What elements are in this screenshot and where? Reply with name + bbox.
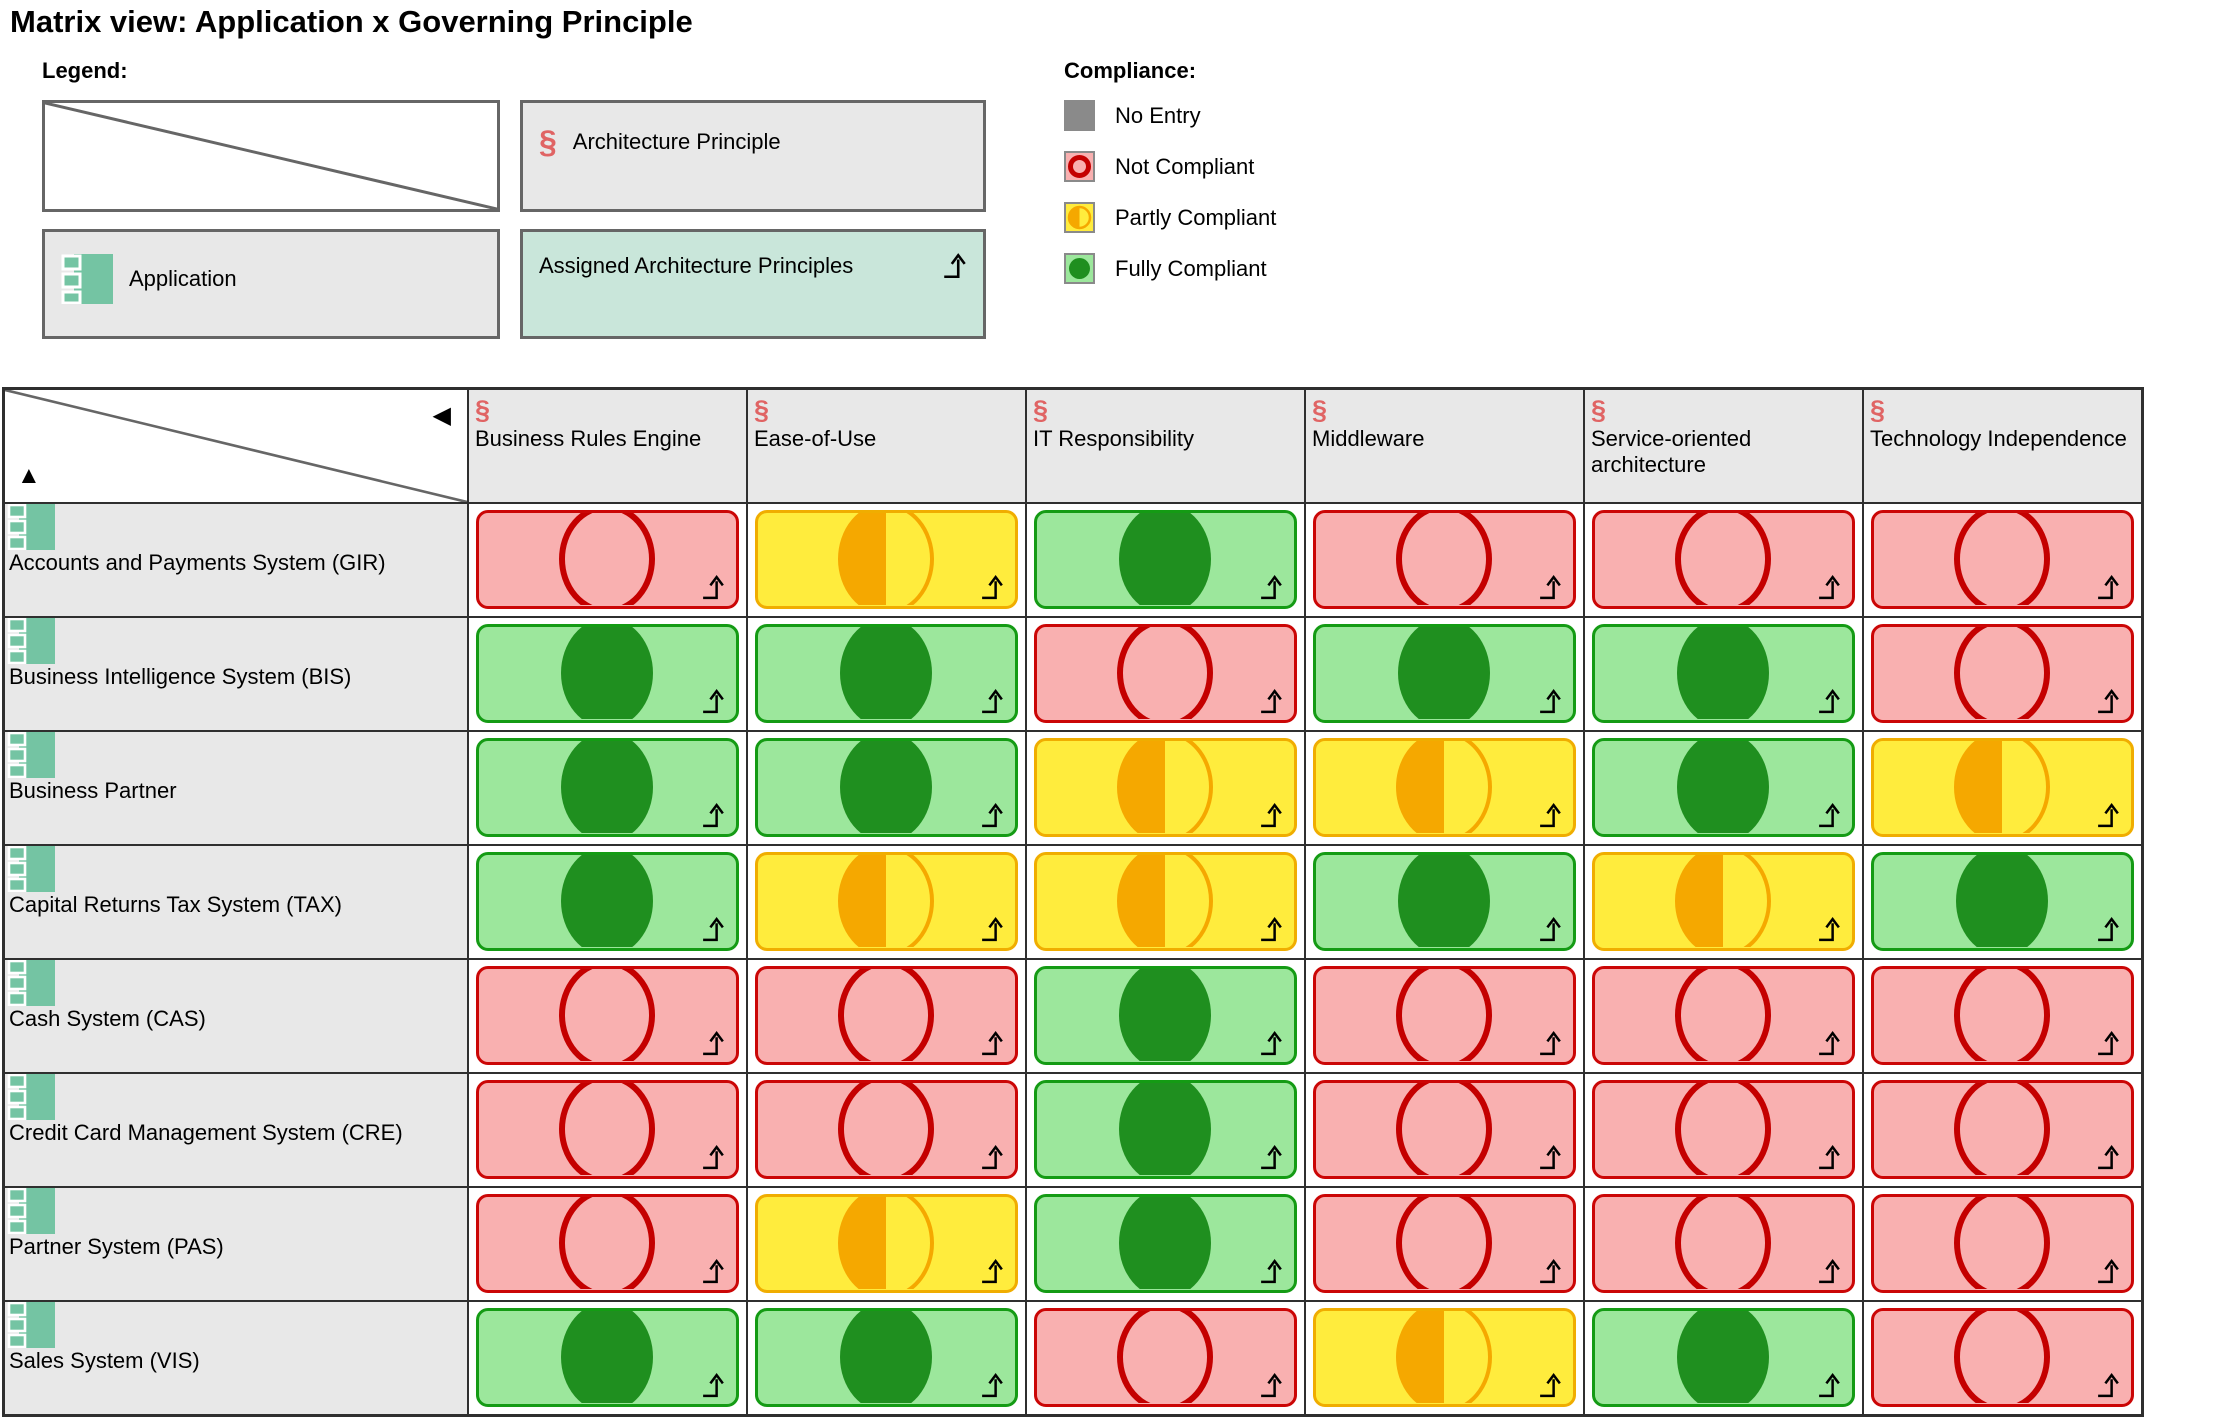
- paragraph-icon: §: [539, 124, 557, 160]
- compliance-legend-item-partly-compliant: [1064, 202, 1276, 233]
- not-compliant-icon: [1595, 1197, 1852, 1289]
- open-link-icon[interactable]: [979, 1372, 1006, 1399]
- open-link-icon[interactable]: [1816, 802, 1843, 829]
- matrix-cell-accounts-and-payments-system-gir--technology-independence: [1864, 504, 2141, 616]
- legend-label: Legend:: [42, 58, 128, 83]
- not-compliant-icon: [479, 1197, 736, 1289]
- open-link-icon[interactable]: [700, 1258, 727, 1285]
- not-compliant-icon: [1874, 1197, 2131, 1289]
- compliance-chip-partly[interactable]: [1592, 852, 1855, 951]
- matrix-cell-partner-system-pas--technology-independence: [1864, 1188, 2141, 1300]
- matrix-cell-business-partner--service-oriented-architecture: [1585, 732, 1862, 844]
- row-label-cash-system-cas[interactable]: [5, 960, 467, 1072]
- open-link-icon[interactable]: [1258, 802, 1285, 829]
- compliance-chip-not[interactable]: [1313, 966, 1576, 1065]
- row-label-business-partner[interactable]: [5, 732, 467, 844]
- compliance-chip-not[interactable]: [1034, 624, 1297, 723]
- open-link-icon[interactable]: [1537, 574, 1564, 601]
- column-header-label: Ease-of-Use: [754, 426, 877, 451]
- column-header-service-oriented-architecture[interactable]: [1585, 390, 1862, 502]
- open-link-icon[interactable]: [1816, 1144, 1843, 1171]
- compliance-chip-fully[interactable]: [1313, 852, 1576, 951]
- open-link-icon[interactable]: [1816, 688, 1843, 715]
- compliance-chip-not[interactable]: [755, 966, 1018, 1065]
- legend-diagonal-box: [42, 100, 500, 212]
- matrix-corner-cell: [5, 390, 467, 502]
- matrix-cell-business-intelligence-system-bis--service-oriented-architecture: [1585, 618, 1862, 730]
- matrix-cell-credit-card-management-system-cre--middleware: [1306, 1074, 1583, 1186]
- fully-compliant-icon: [1037, 969, 1294, 1061]
- compliance-chip-partly[interactable]: [755, 1194, 1018, 1293]
- column-header-technology-independence[interactable]: [1864, 390, 2141, 502]
- compliance-chip-fully[interactable]: [1034, 966, 1297, 1065]
- matrix-cell-partner-system-pas--service-oriented-architecture: [1585, 1188, 1862, 1300]
- row-label-sales-system-vis[interactable]: [5, 1302, 467, 1414]
- column-header-label: Technology Independence: [1870, 426, 2127, 451]
- matrix-cell-cash-system-cas--middleware: [1306, 960, 1583, 1072]
- matrix-cell-capital-returns-tax-system-tax--business-rules-engine: [469, 846, 746, 958]
- matrix-cell-sales-system-vis--technology-independence: [1864, 1302, 2141, 1414]
- compliance-chip-not[interactable]: [1313, 1080, 1576, 1179]
- fully-compliant-icon: [479, 741, 736, 833]
- open-link-icon[interactable]: [1537, 688, 1564, 715]
- fully-compliant-icon: [758, 741, 1015, 833]
- compliance-chip-not[interactable]: [1592, 1080, 1855, 1179]
- open-link-icon[interactable]: [700, 1030, 727, 1057]
- matrix-cell-capital-returns-tax-system-tax--ease-of-use: [748, 846, 1025, 958]
- not-compliant-icon: [1595, 969, 1852, 1061]
- open-link-icon[interactable]: [700, 802, 727, 829]
- matrix-cell-cash-system-cas--business-rules-engine: [469, 960, 746, 1072]
- partly-compliant-icon: [1037, 855, 1294, 947]
- fully-compliant-icon: [758, 1311, 1015, 1403]
- partly-compliant-icon: [1874, 741, 2131, 833]
- matrix-cell-business-partner--middleware: [1306, 732, 1583, 844]
- open-link-icon[interactable]: [2095, 1030, 2122, 1057]
- open-link-icon[interactable]: [700, 574, 727, 601]
- matrix-cell-capital-returns-tax-system-tax--service-oriented-architecture: [1585, 846, 1862, 958]
- open-link-icon[interactable]: [700, 916, 727, 943]
- matrix-cell-business-partner--technology-independence: [1864, 732, 2141, 844]
- row-label-text: Partner System (PAS): [9, 1234, 224, 1259]
- application-icon: [7, 618, 55, 664]
- matrix-cell-sales-system-vis--business-rules-engine: [469, 1302, 746, 1414]
- partly-compliant-icon: [1037, 741, 1294, 833]
- matrix-cell-business-partner--business-rules-engine: [469, 732, 746, 844]
- compliance-legend-item-fully-compliant: [1064, 253, 1276, 284]
- compliance-chip-fully[interactable]: [1034, 510, 1297, 609]
- not-compliant-icon: [1874, 627, 2131, 719]
- column-header-label: Service-oriented architecture: [1591, 426, 1752, 477]
- compliance-chip-fully[interactable]: [1034, 1194, 1297, 1293]
- fully-compliant-icon: [1316, 855, 1573, 947]
- matrix-cell-business-intelligence-system-bis--business-rules-engine: [469, 618, 746, 730]
- open-link-icon[interactable]: [1258, 916, 1285, 943]
- open-link-icon[interactable]: [1816, 1258, 1843, 1285]
- row-label-business-intelligence-system-bis[interactable]: [5, 618, 467, 730]
- open-link-icon[interactable]: [1258, 1372, 1285, 1399]
- legend-application-box: [42, 229, 500, 339]
- matrix-cell-credit-card-management-system-cre--service-oriented-architecture: [1585, 1074, 1862, 1186]
- compliance-chip-not[interactable]: [476, 1194, 739, 1293]
- open-link-icon[interactable]: [979, 688, 1006, 715]
- row-label-partner-system-pas[interactable]: [5, 1188, 467, 1300]
- open-link-icon[interactable]: [1816, 574, 1843, 601]
- not-compliant-icon: [758, 1083, 1015, 1175]
- compliance-chip-fully[interactable]: [755, 1308, 1018, 1407]
- compliance-chip-fully[interactable]: [755, 738, 1018, 837]
- matrix-cell-sales-system-vis--middleware: [1306, 1302, 1583, 1414]
- compliance-chip-not[interactable]: [476, 966, 739, 1065]
- diagonal-line: [5, 390, 467, 502]
- matrix-cell-partner-system-pas--it-responsibility: [1027, 1188, 1304, 1300]
- paragraph-icon: §: [1870, 395, 1886, 425]
- matrix-table: [2, 387, 2144, 1417]
- open-link-icon[interactable]: [1258, 688, 1285, 715]
- compliance-chip-fully[interactable]: [476, 1308, 739, 1407]
- not-compliant-icon: [479, 969, 736, 1061]
- column-header-it-responsibility[interactable]: [1027, 390, 1304, 502]
- compliance-chip-not[interactable]: [1871, 624, 2134, 723]
- not-compliant-icon: [1064, 151, 1095, 182]
- compliance-chip-not[interactable]: [1871, 510, 2134, 609]
- application-icon: [7, 960, 55, 1006]
- partly-compliant-icon: [1316, 741, 1573, 833]
- diagonal-line: [45, 103, 497, 209]
- compliance-chip-fully[interactable]: [1871, 852, 2134, 951]
- compliance-chip-fully[interactable]: [1313, 624, 1576, 723]
- legend-architecture-principle-box: [520, 100, 986, 212]
- fully-compliant-icon: [1037, 513, 1294, 605]
- open-link-icon: [941, 252, 969, 280]
- compliance-chip-not[interactable]: [1592, 510, 1855, 609]
- open-link-icon[interactable]: [700, 1144, 727, 1171]
- row-label-text: Capital Returns Tax System (TAX): [9, 892, 342, 917]
- open-link-icon[interactable]: [1537, 1030, 1564, 1057]
- matrix-cell-accounts-and-payments-system-gir--service-oriented-architecture: [1585, 504, 1862, 616]
- compliance-chip-not[interactable]: [1592, 1194, 1855, 1293]
- open-link-icon[interactable]: [2095, 1144, 2122, 1171]
- architecture-principle-label: Architecture Principle: [572, 129, 781, 154]
- compliance-chip-fully[interactable]: [1592, 1308, 1855, 1407]
- compliance-chip-not[interactable]: [1313, 1194, 1576, 1293]
- matrix-cell-cash-system-cas--service-oriented-architecture: [1585, 960, 1862, 1072]
- row-label-capital-returns-tax-system-tax[interactable]: [5, 846, 467, 958]
- open-link-icon[interactable]: [979, 802, 1006, 829]
- fully-compliant-icon: [1874, 855, 2131, 947]
- compliance-chip-partly[interactable]: [1871, 738, 2134, 837]
- row-label-credit-card-management-system-cre[interactable]: [5, 1074, 467, 1186]
- not-compliant-icon: [1316, 1083, 1573, 1175]
- compliance-chip-not[interactable]: [476, 510, 739, 609]
- not-compliant-icon: [1874, 1083, 2131, 1175]
- open-link-icon[interactable]: [979, 916, 1006, 943]
- compliance-chip-not[interactable]: [755, 1080, 1018, 1179]
- matrix-cell-sales-system-vis--ease-of-use: [748, 1302, 1025, 1414]
- compliance-chip-not[interactable]: [476, 1080, 739, 1179]
- not-compliant-icon: [1316, 513, 1573, 605]
- matrix-cell-business-intelligence-system-bis--middleware: [1306, 618, 1583, 730]
- matrix-cell-business-partner--it-responsibility: [1027, 732, 1304, 844]
- open-link-icon[interactable]: [979, 574, 1006, 601]
- compliance-chip-not[interactable]: [1592, 966, 1855, 1065]
- compliance-chip-fully[interactable]: [755, 624, 1018, 723]
- matrix-cell-business-intelligence-system-bis--technology-independence: [1864, 618, 2141, 730]
- column-header-business-rules-engine[interactable]: [469, 390, 746, 502]
- matrix-cell-accounts-and-payments-system-gir--it-responsibility: [1027, 504, 1304, 616]
- fully-compliant-icon: [758, 627, 1015, 719]
- open-link-icon[interactable]: [1258, 1258, 1285, 1285]
- matrix-cell-business-intelligence-system-bis--it-responsibility: [1027, 618, 1304, 730]
- compliance-chip-not[interactable]: [1871, 1308, 2134, 1407]
- open-link-icon[interactable]: [979, 1258, 1006, 1285]
- matrix-cell-capital-returns-tax-system-tax--technology-independence: [1864, 846, 2141, 958]
- compliance-chip-partly[interactable]: [1034, 852, 1297, 951]
- compliance-chip-partly[interactable]: [755, 852, 1018, 951]
- open-link-icon[interactable]: [1258, 1144, 1285, 1171]
- compliance-legend-item-label: Not Compliant: [1115, 153, 1255, 179]
- compliance-chip-fully[interactable]: [1592, 738, 1855, 837]
- matrix-cell-cash-system-cas--ease-of-use: [748, 960, 1025, 1072]
- assigned-principles-label: Assigned Architecture Principles: [539, 253, 854, 278]
- open-link-icon[interactable]: [979, 1030, 1006, 1057]
- compliance-chip-fully[interactable]: [476, 738, 739, 837]
- matrix-cell-partner-system-pas--middleware: [1306, 1188, 1583, 1300]
- open-link-icon[interactable]: [2095, 1258, 2122, 1285]
- matrix-cell-cash-system-cas--it-responsibility: [1027, 960, 1304, 1072]
- not-compliant-icon: [1595, 1083, 1852, 1175]
- application-icon: [7, 504, 55, 550]
- matrix-cell-capital-returns-tax-system-tax--it-responsibility: [1027, 846, 1304, 958]
- partly-compliant-icon: [1064, 202, 1095, 233]
- partly-compliant-icon: [758, 855, 1015, 947]
- fully-compliant-icon: [1037, 1197, 1294, 1289]
- fully-compliant-icon: [479, 627, 736, 719]
- application-icon: [7, 732, 55, 778]
- not-compliant-icon: [1874, 513, 2131, 605]
- application-icon: [61, 254, 113, 304]
- not-compliant-icon: [1316, 1197, 1573, 1289]
- not-compliant-icon: [479, 1083, 736, 1175]
- row-label-text: Credit Card Management System (CRE): [9, 1120, 403, 1145]
- not-compliant-icon: [1874, 969, 2131, 1061]
- partly-compliant-icon: [758, 513, 1015, 605]
- fully-compliant-icon: [1595, 1311, 1852, 1403]
- open-link-icon[interactable]: [2095, 574, 2122, 601]
- compliance-legend-item-no-entry: [1064, 100, 1276, 131]
- compliance-legend-item-label: No Entry: [1115, 102, 1201, 128]
- matrix-cell-capital-returns-tax-system-tax--middleware: [1306, 846, 1583, 958]
- fully-compliant-icon: [1316, 627, 1573, 719]
- compliance-chip-not[interactable]: [1313, 510, 1576, 609]
- compliance-chip-not[interactable]: [1034, 1308, 1297, 1407]
- matrix-cell-partner-system-pas--ease-of-use: [748, 1188, 1025, 1300]
- open-link-icon[interactable]: [1816, 1030, 1843, 1057]
- row-label-text: Business Partner: [9, 778, 177, 803]
- open-link-icon[interactable]: [1537, 1144, 1564, 1171]
- matrix-cell-cash-system-cas--technology-independence: [1864, 960, 2141, 1072]
- compliance-legend: [1064, 100, 1276, 304]
- column-header-label: Business Rules Engine: [475, 426, 702, 451]
- open-link-icon[interactable]: [1816, 916, 1843, 943]
- compliance-legend-label: Compliance:: [1064, 58, 1197, 83]
- partly-compliant-icon: [1595, 855, 1852, 947]
- open-link-icon[interactable]: [2095, 916, 2122, 943]
- paragraph-icon: §: [1033, 395, 1049, 425]
- fully-compliant-icon: [1595, 741, 1852, 833]
- no-entry-icon: [1064, 100, 1095, 131]
- matrix-cell-sales-system-vis--service-oriented-architecture: [1585, 1302, 1862, 1414]
- not-compliant-icon: [1874, 1311, 2131, 1403]
- legend-assigned-principles-box: [520, 229, 986, 339]
- compliance-chip-partly[interactable]: [755, 510, 1018, 609]
- matrix-cell-partner-system-pas--business-rules-engine: [469, 1188, 746, 1300]
- application-icon: [7, 846, 55, 892]
- row-label-accounts-and-payments-system-gir[interactable]: [5, 504, 467, 616]
- fully-compliant-icon: [479, 1311, 736, 1403]
- compliance-legend-item-label: Fully Compliant: [1115, 255, 1267, 281]
- open-link-icon[interactable]: [700, 1372, 727, 1399]
- compliance-chip-partly[interactable]: [1313, 1308, 1576, 1407]
- open-link-icon[interactable]: [1537, 1258, 1564, 1285]
- not-compliant-icon: [1595, 513, 1852, 605]
- matrix-cell-accounts-and-payments-system-gir--ease-of-use: [748, 504, 1025, 616]
- matrix-cell-credit-card-management-system-cre--technology-independence: [1864, 1074, 2141, 1186]
- sort-columns-icon[interactable]: ◀: [432, 402, 451, 429]
- application-icon: [7, 1074, 55, 1120]
- matrix-cell-business-partner--ease-of-use: [748, 732, 1025, 844]
- open-link-icon[interactable]: [700, 688, 727, 715]
- not-compliant-icon: [1037, 627, 1294, 719]
- paragraph-icon: §: [1591, 395, 1607, 425]
- compliance-chip-fully[interactable]: [476, 852, 739, 951]
- sort-rows-icon[interactable]: ▲: [17, 462, 41, 489]
- fully-compliant-icon: [479, 855, 736, 947]
- fully-compliant-icon: [1064, 253, 1095, 284]
- matrix-cell-sales-system-vis--it-responsibility: [1027, 1302, 1304, 1414]
- compliance-chip-not[interactable]: [1871, 1080, 2134, 1179]
- row-label-text: Accounts and Payments System (GIR): [9, 550, 386, 575]
- fully-compliant-icon: [1595, 627, 1852, 719]
- matrix-cell-accounts-and-payments-system-gir--middleware: [1306, 504, 1583, 616]
- partly-compliant-icon: [1316, 1311, 1573, 1403]
- column-header-ease-of-use[interactable]: [748, 390, 1025, 502]
- open-link-icon[interactable]: [1537, 916, 1564, 943]
- not-compliant-icon: [1037, 1311, 1294, 1403]
- paragraph-icon: §: [754, 395, 770, 425]
- open-link-icon[interactable]: [2095, 1372, 2122, 1399]
- compliance-chip-not[interactable]: [1871, 966, 2134, 1065]
- page-title: Matrix view: Application x Governing Principle: [10, 4, 693, 39]
- application-label: Application: [129, 266, 237, 291]
- column-header-middleware[interactable]: [1306, 390, 1583, 502]
- open-link-icon[interactable]: [1537, 1372, 1564, 1399]
- open-link-icon[interactable]: [1258, 1030, 1285, 1057]
- open-link-icon[interactable]: [2095, 802, 2122, 829]
- compliance-chip-partly[interactable]: [1313, 738, 1576, 837]
- matrix-cell-credit-card-management-system-cre--it-responsibility: [1027, 1074, 1304, 1186]
- not-compliant-icon: [479, 513, 736, 605]
- matrix-cell-credit-card-management-system-cre--business-rules-engine: [469, 1074, 746, 1186]
- compliance-legend-item-label: Partly Compliant: [1115, 204, 1277, 230]
- compliance-chip-partly[interactable]: [1034, 738, 1297, 837]
- fully-compliant-icon: [1037, 1083, 1294, 1175]
- compliance-chip-not[interactable]: [1871, 1194, 2134, 1293]
- open-link-icon[interactable]: [979, 1144, 1006, 1171]
- open-link-icon[interactable]: [1816, 1372, 1843, 1399]
- open-link-icon[interactable]: [1537, 802, 1564, 829]
- compliance-chip-fully[interactable]: [476, 624, 739, 723]
- application-icon: [7, 1302, 55, 1348]
- paragraph-icon: §: [475, 395, 491, 425]
- row-label-text: Cash System (CAS): [9, 1006, 206, 1031]
- not-compliant-icon: [758, 969, 1015, 1061]
- open-link-icon[interactable]: [1258, 574, 1285, 601]
- column-header-label: IT Responsibility: [1033, 426, 1194, 451]
- row-label-text: Sales System (VIS): [9, 1348, 200, 1373]
- open-link-icon[interactable]: [2095, 688, 2122, 715]
- matrix-cell-accounts-and-payments-system-gir--business-rules-engine: [469, 504, 746, 616]
- row-label-text: Business Intelligence System (BIS): [9, 664, 352, 689]
- compliance-legend-item-not-compliant: [1064, 151, 1276, 182]
- compliance-chip-fully[interactable]: [1034, 1080, 1297, 1179]
- matrix-cell-credit-card-management-system-cre--ease-of-use: [748, 1074, 1025, 1186]
- not-compliant-icon: [1316, 969, 1573, 1061]
- partly-compliant-icon: [758, 1197, 1015, 1289]
- paragraph-icon: §: [1312, 395, 1328, 425]
- application-icon: [7, 1188, 55, 1234]
- compliance-chip-fully[interactable]: [1592, 624, 1855, 723]
- matrix-cell-business-intelligence-system-bis--ease-of-use: [748, 618, 1025, 730]
- column-header-label: Middleware: [1312, 426, 1425, 451]
